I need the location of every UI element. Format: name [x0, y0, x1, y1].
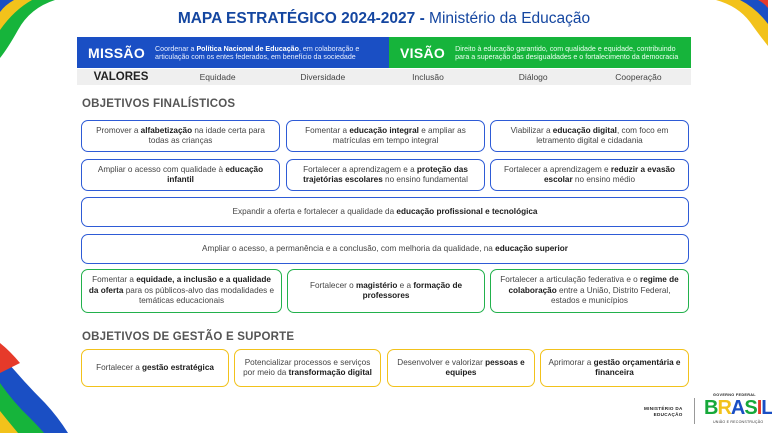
value-item-dialogo: Diálogo: [518, 72, 548, 82]
mec-logo-text: MINISTÉRIO DA EDUCAÇÃO: [644, 406, 683, 417]
mission-text: Coordenar a Política Nacional de Educação, em colaboração e articulação com os entes federados, em benefício da sociedade: [155, 44, 360, 61]
mission-vision-row: [77, 37, 691, 68]
objective-trajetorias-escolares: Fortalecer a aprendizagem e a proteção das trajetórias escolares no ensino fundamental: [286, 159, 485, 191]
vision-panel: [389, 37, 691, 68]
vision-text: Direito à educação garantido, com qualidade e equidade, contribuindo para a superação das desigualdades e o fortalecimento da democracia: [455, 44, 679, 61]
objective-educacao-digital: Viabilizar a educação digital, com foco em letramento digital e cidadania: [490, 120, 689, 152]
support-gestao-estrategica: Fortalecer a gestão estratégica: [81, 349, 229, 387]
objective-regime-colaboracao: Fortalecer a articulação federativa e o regime de colaboração entre a União, Distrito Federal, estados e municípios: [490, 269, 689, 313]
brasil-logo: BRASIL: [704, 397, 772, 419]
title-separator: -: [415, 10, 430, 27]
objective-equidade-inclusao: Fomentar a equidade, a inclusão e a qualidade da oferta para os públicos-alvo das modalidades e temáticas educacionais: [81, 269, 282, 313]
mission-panel: [77, 37, 389, 68]
vision-label: VISÃO: [400, 44, 446, 61]
corner-decoration-bottom-left: [0, 333, 70, 433]
objective-alfabetizacao: Promover a alfabetização na idade certa para todas as crianças: [81, 120, 280, 152]
mission-label: MISSÃO: [88, 44, 146, 61]
objective-educacao-superior: Ampliar o acesso, a permanência e a conclusão, com melhoria da qualidade, na educação superior: [81, 234, 689, 264]
objective-educacao-integral: Fomentar a educação integral e ampliar as matrículas em tempo integral: [286, 120, 485, 152]
government-slogan: UNIÃO E RECONSTRUÇÃO: [713, 420, 764, 424]
value-item-inclusao: Inclusão: [412, 72, 444, 82]
support-pessoas-equipes: Desenvolver e valorizar pessoas e equipes: [387, 349, 535, 387]
corner-decoration-top-left: [0, 0, 70, 60]
value-item-cooperacao: Cooperação: [615, 72, 662, 82]
objective-educacao-infantil: Ampliar o acesso com qualidade à educação infantil: [81, 159, 280, 191]
government-label: GOVERNO FEDERAL: [713, 393, 756, 397]
value-item-equidade: Equidade: [199, 72, 236, 82]
title-main: MAPA ESTRATÉGICO 2024-2027: [177, 10, 416, 27]
section-title-support: OBJETIVOS DE GESTÃO E SUPORTE: [82, 331, 295, 343]
value-item-diversidade: Diversidade: [300, 72, 346, 82]
title-organization: Ministério da Educação: [429, 10, 591, 27]
support-gestao-orcamentaria: Aprimorar a gestão orçamentária e financeira: [540, 349, 689, 387]
divider-line: [694, 398, 696, 424]
section-title-finalistic: OBJETIVOS FINALÍSTICOS: [82, 98, 236, 110]
objective-educacao-profissional: Expandir a oferta e fortalecer a qualidade da educação profissional e tecnológica: [81, 197, 689, 227]
objective-magisterio: Fortalecer o magistério e a formação de professores: [287, 269, 485, 313]
values-row: [77, 69, 691, 85]
page-title: [0, 10, 768, 28]
support-transformacao-digital: Potencializar processos e serviços por meio da transformação digital: [234, 349, 381, 387]
values-label: VALORES: [93, 71, 149, 83]
objective-evasao-escolar: Fortalecer a aprendizagem e reduzir a evasão escolar no ensino médio: [490, 159, 689, 191]
